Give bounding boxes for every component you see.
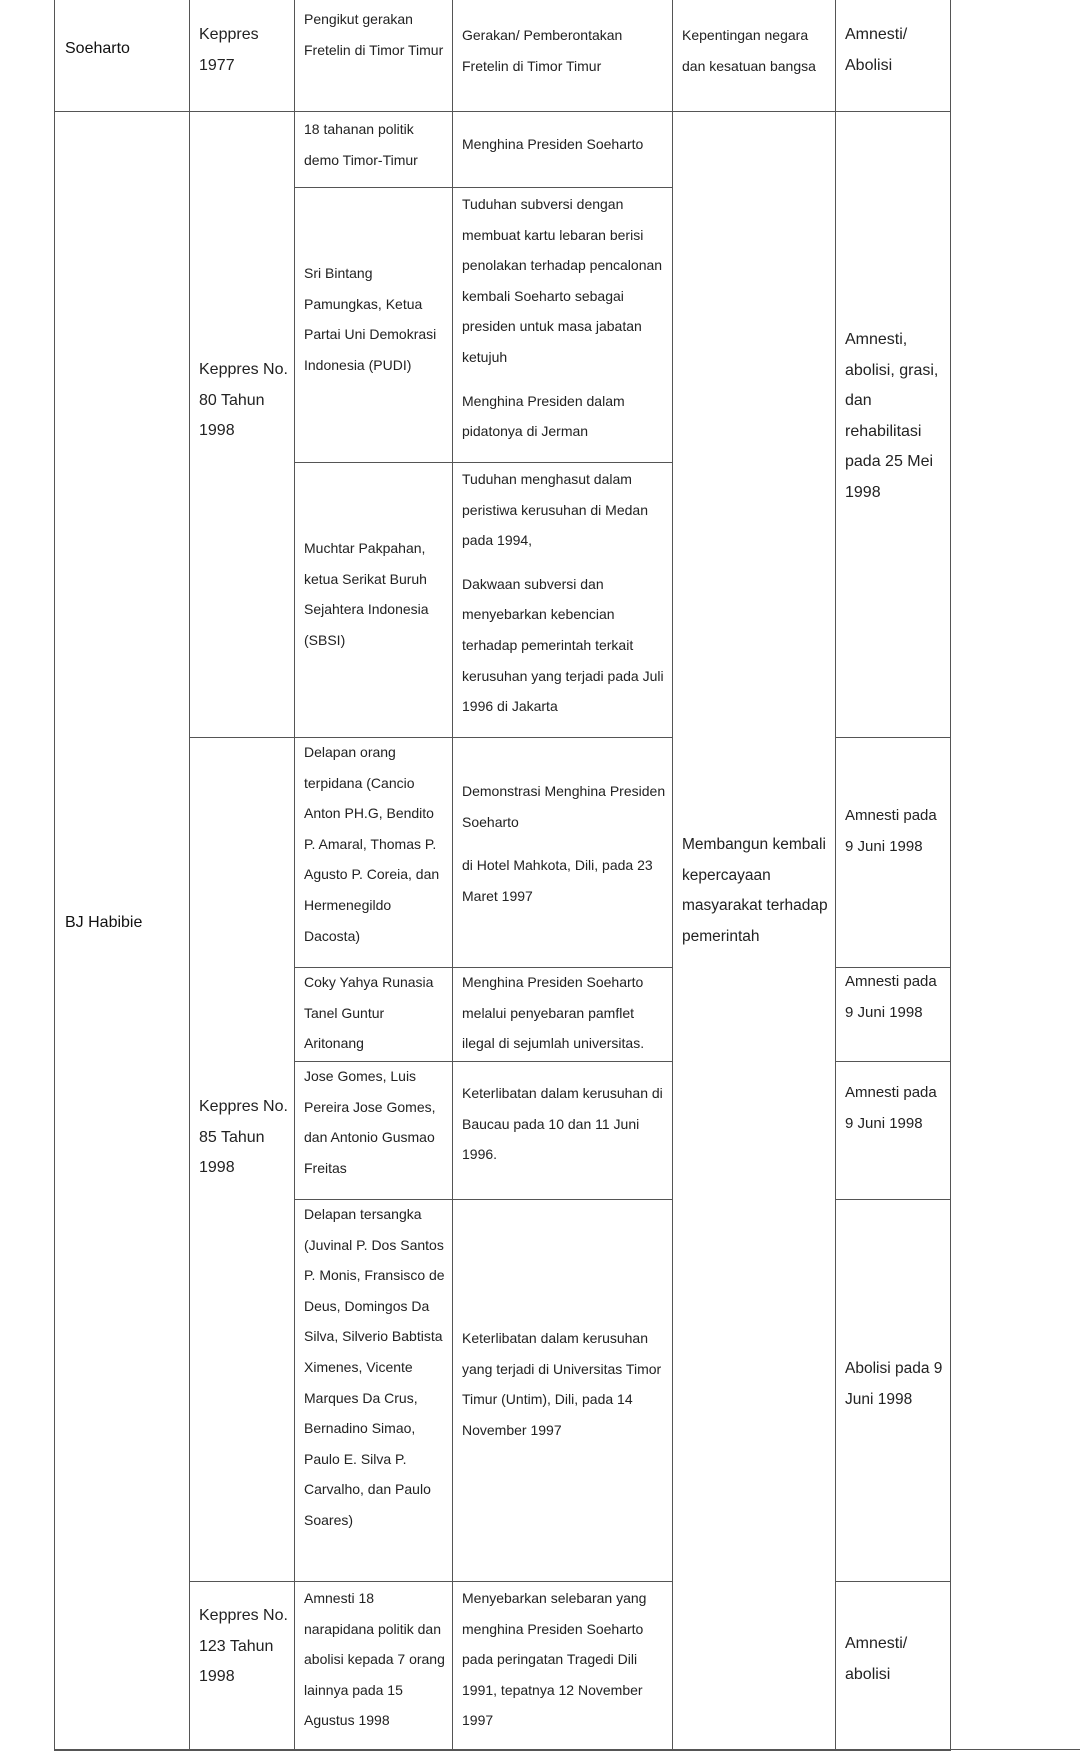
status-text: Abolisi pada 9 Juni 1998 (845, 1360, 943, 1408)
status-cell (835, 967, 951, 1062)
case-cell (452, 0, 673, 112)
status-cell (835, 1581, 951, 1751)
subject-cell (294, 111, 453, 188)
subject-text: Coky Yahya Runasia Tanel Guntur Aritonang (304, 974, 434, 1052)
president-name: Soeharto (65, 40, 130, 57)
reason-text: Kepentingan negara dan kesatuan bangsa (682, 27, 816, 74)
keppres-text: Keppres No. 80 Tahun 1998 (199, 361, 288, 440)
status-text: Amnesti pada 9 Juni 1998 (845, 1084, 937, 1132)
case-cell (452, 1581, 673, 1751)
president-name: BJ Habibie (65, 914, 143, 931)
status-text: Amnesti, abolisi, grasi, dan rehabilitasi pada 25 Mei 1998 (845, 331, 939, 501)
keppres-cell-123 (189, 1581, 295, 1751)
subject-cell (294, 1199, 453, 1582)
keppres-text: Keppres No. 85 Tahun 1998 (199, 1098, 288, 1177)
reason-cell (672, 0, 836, 112)
president-cell-soeharto (54, 0, 190, 112)
case-cell (452, 737, 673, 968)
status-text: Amnesti/ Abolisi (845, 26, 908, 74)
keppres-cell-80 (189, 111, 295, 738)
keppres-cell-85 (189, 737, 295, 1582)
subject-cell (294, 1061, 453, 1200)
case-text: Tuduhan menghasut dalam peristiwa kerusuhan di Medan pada 1994, (462, 471, 648, 549)
case-text: Menghina Presiden dalam pidatonya di Jerman (462, 392, 625, 440)
subject-text: Jose Gomes, Luis Pereira Jose Gomes, dan Antonio Gusmao Freitas (304, 1068, 436, 1176)
case-cell (452, 967, 673, 1062)
subject-cell (294, 1581, 453, 1751)
subject-text: Delapan tersangka (Juvinal P. Dos Santos P. Monis, Fransisco de Deus, Domingos Da Silva, Silverio Babtista Ximenes, Vicente Marques Da Crus, Bernadino Simao, Paulo E. Silva P. Carvalho, dan Paulo Soares) (304, 1206, 445, 1528)
case-text: Tuduhan subversi dengan membuat kartu lebaran berisi penolakan terhadap pencalonan kembali Soeharto sebagai presiden untuk masa jabatan ketujuh (462, 196, 663, 365)
case-text: Menghina Presiden Soeharto (462, 136, 644, 152)
status-cell (835, 737, 951, 968)
case-text: Gerakan/ Pemberontakan Fretelin di Timor Timur (462, 27, 623, 74)
subject-text: Delapan orang terpidana (Cancio Anton PH.G, Bendito P. Amaral, Thomas P. Agusto P. Coreia, dan Hermenegildo Dacosta) (304, 744, 440, 944)
case-text: Menyebarkan selebaran yang menghina Presiden Soeharto pada peringatan Tragedi Dili 1991, tepatnya 12 November 1997 (462, 1590, 647, 1729)
case-text: Dakwaan subversi dan menyebarkan kebencian terhadap pemerintah terkait kerusuhan yang terjadi pada Juli 1996 di Jakarta (462, 575, 664, 715)
case-cell (452, 187, 673, 463)
case-text: Keterlibatan dalam kerusuhan yang terjadi di Universitas Timor Timur (Untim), Dili, pada 14 November 1997 (462, 1330, 662, 1438)
status-text: Amnesti pada 9 Juni 1998 (845, 807, 937, 855)
subject-cell (294, 462, 453, 738)
subject-cell (294, 737, 453, 968)
subject-text: Amnesti 18 narapidana politik dan abolisi kepada 7 orang lainnya pada 15 Agustus 1998 (304, 1590, 445, 1729)
status-cell (835, 1199, 951, 1582)
case-cell (452, 462, 673, 738)
subject-cell (294, 967, 453, 1062)
subject-text: Sri Bintang Pamungkas, Ketua Partai Uni Demokrasi Indonesia (PUDI) (304, 265, 437, 373)
case-cell (452, 1061, 673, 1200)
status-text: Amnesti pada 9 Juni 1998 (845, 973, 937, 1021)
reason-cell (672, 111, 836, 1751)
president-cell-habibie (54, 111, 190, 1751)
subject-cell (294, 187, 453, 463)
subject-cell (294, 0, 453, 112)
case-text-group (462, 464, 666, 722)
case-text-group (462, 189, 666, 447)
case-cell (452, 1199, 673, 1582)
keppres-cell-1977 (189, 0, 295, 112)
keppres-text: Keppres 1977 (199, 26, 259, 74)
keppres-text: Keppres No. 123 Tahun 1998 (199, 1607, 288, 1686)
reason-text: Membangun kembali kepercayaan masyarakat terhadap pemerintah (682, 836, 828, 945)
case-text: Demonstrasi Menghina Presiden Soeharto (462, 783, 666, 830)
status-cell (835, 0, 951, 112)
table-bottom-rule (54, 1749, 1080, 1750)
case-text: Menghina Presiden Soeharto melalui penyebaran pamflet ilegal di sejumlah universitas. (462, 974, 645, 1052)
status-cell (835, 111, 951, 738)
subject-text: Muchtar Pakpahan, ketua Serikat Buruh Sejahtera Indonesia (SBSI) (304, 540, 429, 648)
subject-text: 18 tahanan politik demo Timor-Timur (304, 121, 418, 168)
status-cell (835, 1061, 951, 1200)
case-cell (452, 111, 673, 188)
status-text: Amnesti/ abolisi (845, 1635, 908, 1683)
case-text: Keterlibatan dalam kerusuhan di Baucau pada 10 dan 11 Juni 1996. (462, 1085, 663, 1163)
case-text-group (462, 776, 666, 911)
case-text: di Hotel Mahkota, Dili, pada 23 Maret 1997 (462, 857, 653, 904)
subject-text: Pengikut gerakan Fretelin di Timor Timur (304, 11, 444, 58)
